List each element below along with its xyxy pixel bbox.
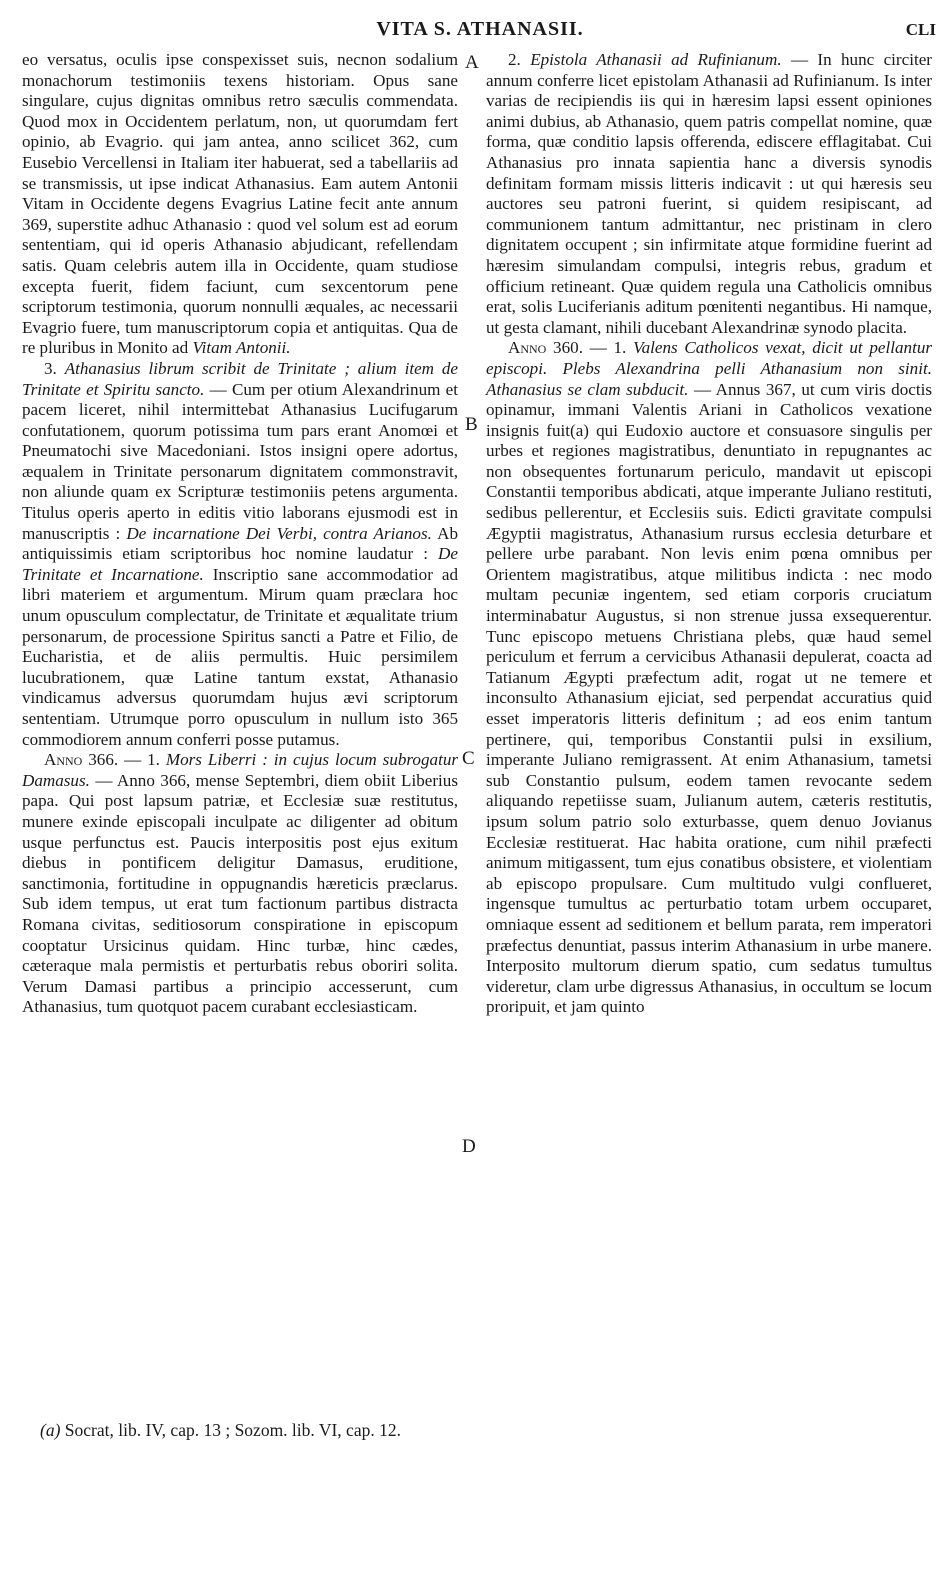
- running-header: [20, 18, 940, 44]
- section-title: Valens Catholicos vexat, dicit ut pellantur episcopi. Plebs Alexandrina pelli Athanasium non sinit. Athanasius se clam subducit.: [486, 338, 933, 399]
- italic-title: De incarnatione Dei Verbi, contra Arianos.: [126, 523, 432, 543]
- section-text: Ab antiquissimis etiam scriptoribus hoc nomine laudatur :: [22, 523, 458, 564]
- left-column: [22, 50, 458, 1018]
- section-number: 3.: [44, 358, 57, 378]
- section-anno-360: [486, 338, 932, 1018]
- section-number: — 1.: [589, 338, 627, 358]
- italic-reference: Vitam Antonii.: [192, 338, 291, 358]
- section-title: Mors Liberri : in cujus locum subrogatur Damasus.: [22, 750, 459, 790]
- section-2: [486, 50, 932, 338]
- paragraph-text: eo versatus, oculis ipse conspexisset suis, necnon sodalium monachorum testimoniis texens historiam. Opus sane singulare, cujus dignitas omnibus retro sæculis commendata. Quod mox in Occidentem perlatum, non, ut quorumdam fert opinio, ab Evagrio. qui jam antea, anno scilicet 362, cum Eusebio Vercellensi in Italiam iter habuerat, sed a tabellariis ad se transmissis, ut ipse indicat Athanasius. Eam autem Antonii Vitam in Occidente degens Evagrius Latine fecit ante annum 369, superstite adhuc Athanasio : quod vel solum est ad eorum sententiam, qui id operis Athanasio abjudicant, refellendam satis. Quam celebris autem illa in Occidente, quam studiose excepta fuerit, fidem faciunt, cum sexcentorum pene scriptorum testimonia, quorum nonnulli æquales, ac necessarii Evagrio fuere, tum manuscriptorum copia et antiquitas. Qua de re pluribus in Monito ad: [22, 50, 458, 358]
- margin-letter-a: A: [465, 52, 479, 73]
- footnote-marker: (a): [40, 1420, 61, 1440]
- section-text: Inscriptio sane accommodatior ad libri materiem et argumentum. Mirum quam præclara hoc unum opusculum complectatur, de Trinitate et æqualitate trium personarum, de processione Spiritus sancti a Patre et Filio, de Eucharistia, et de aliis permultis. Huic persimilem lucubrationem, quæ Latine tantum exstat, Athanasio vindicamus adversus quorumdam hujus ævi scriptorum sententiam. Utrumque porro opusculum in nullum isto 365 commodiorem annum conferri posse putamus.: [22, 564, 458, 749]
- footnote-reference: (a): [570, 420, 590, 440]
- section-number: 2.: [508, 50, 521, 69]
- folio-number: CLI: [905, 20, 936, 39]
- section-text: — Cum per otium Alexandrinum et pacem liceret, nihil intermittebat Athanasius Lucifugarum confutationem, quorum potissima tum pars erant Anomœi et Pneumatochi sive Macedoniani. Istos insigni opere adortus, æqualem in Trinitate personarum dignitatem commonstravit, non aliunde quam ex Scripturæ testimoniis petens argumenta. Titulus operis aperto in editis vitio laborans ejusmodi est in manuscriptis :: [22, 379, 459, 543]
- margin-letter-b: B: [465, 414, 478, 435]
- section-text: qui Eudoxio auctore et consuasore singulis per urbes et regiones magistratibus, denuntiato in repugnantes ac non obsequentes fortunarum periculo, mandavit ut episcopi Constantii temporibus abdicati, atque imperante Juliano restituti, sedibus pellerentur, et Ecclesiis suis. Edicti gravitate compulsi Ægyptii magistratus, Athanasium rursus ecclesia deturbare et pellere urbe parabant. Non levis enim pœna omnibus per Orientem magistratibus, atque militibus indicta : nec modo multam pecuniæ ingentem, sed etiam corporis cruciatum interminabatur Augustus, si non strenue jussa exsequerentur. Tunc episcopo metuens Christiana plebs, quæ haud semel periculum et ferrum a cervicibus Athanasii depulerat, coacta ad Tatianum Ægypti præfectum adit, rogat ut ne temere et inconsulto Athanasium ejiciat, sed perpendat accuratius quid esset imperatoris litteris definitum ; ad eos enim tantum pertinere, qui, temporibus Constantii pulsi in exsilium, imperante Juliano remigrassent. At enim Athanasium, tametsi sub Constantio pulsum, eodem tamen revocante sedem aliquando repetiisse suam, Julianum autem, cæteris restitutis, ipsum solum patrio solo exturbasse, quem denuo Jovianus Ecclesiæ restituerat. Hac habita oratione, cum nihil præfecti animum mitigassent, tum ejus conatibus obsistere, et violentiam ab episcopo propulsare. Cum multitudo vulgi conflueret, ingensque tumultus ac perturbatio totam urbem occuparet, omniaque essent ad seditionem et bellum parata, rem imperatori præfectus denuntiat, passus interim Athanasium in urbe manere. Interposito multorum dierum spatio, cum sedatus tumultus videretur, clam urbe digressus Athanasius, in occultum se locum proripuit, et jam quinto: [486, 420, 932, 1017]
- year-label: Anno 360.: [508, 338, 583, 358]
- paragraph-vita-antonii: [22, 50, 458, 359]
- footnote: [40, 1420, 401, 1441]
- section-title: Athanasius librum scribit de Trinitate ; alium item de Trinitate et Spiritu sancto.: [22, 358, 458, 399]
- section-title: Epistola Athanasii ad Rufinianum.: [530, 50, 782, 69]
- running-title: VITA S. ATHANASII.: [376, 18, 584, 40]
- section-number: — 1.: [124, 750, 160, 770]
- section-text: — Anno 366, mense Septembri, diem obiit Liberius papa. Qui post lapsum patriæ, et Ecclesiæ suæ restitutus, munere exinde episcopali inculpate ac diligenter ad obitum usque perfunctus est. Paucis interpositis post ejus exitum diebus in pontificem deligitur Damasus, eruditione, sanctimonia, fortitudine in oppugnandis hæreticis præclarus. Sub idem tempus, ut erat tum factionum partibus distracta Romana civitas, seditiosorum conspiratione in episcopum cooptatur Ursicinus quidam. Hinc turbæ, hinc cædes, cæteraque mala permistis et perturbatis rebus oboriri solita. Verum Damasi partibus a principio accesserunt, cum Athanasius, tum quotquot pacem curabant ecclesiasticam.: [22, 770, 458, 1017]
- section-anno-366: [22, 750, 458, 1018]
- section-3: [22, 359, 458, 750]
- margin-letter-d: D: [462, 1136, 476, 1157]
- italic-title: De Trinitate et Incarnatione.: [22, 544, 458, 584]
- right-column: [486, 50, 932, 1018]
- margin-letter-c: C: [462, 748, 475, 769]
- footnote-text: Socrat, lib. IV, cap. 13 ; Sozom. lib. VI, cap. 12.: [64, 1420, 401, 1440]
- year-label: Anno 366.: [44, 750, 119, 770]
- section-text: — In hunc circiter annum conferre licet epistolam Athanasii ad Rufinianum. Is inter varias de recipiendis iis qui in hæresim lapsi essent opiniones animi dubius, ab Athanasio, quem patris compellat nomine, quæ forma, quæ conditio lapsis offerenda, ediscere efflagitabat. Cui Athanasius pro innata sapientia hanc a diversis synodis definitam formam missis litteris indicavit : ut qui hæresis seu auctores seu patroni fuerint, si quidem resipiscant, ad communionem tantum admittantur, nec pristinam in clero dignitatem occupent ; sin infirmitate atque formidine fuerint ad hæresim simulandam compulsi, integris rebus, gradum et officium retineant. Quæ quidem regula una Catholicis omnibus erat, solis Luciferianis aditum pœnitenti negantibus. Hi namque, ut gesta clamant, nihili ducebant Alexandrinæ synodo placita.: [486, 50, 932, 337]
- section-text: — Annus 367, ut cum viris doctis opinamur, immani Valentis Ariani in Catholicos vexatione insignis fuit: [486, 379, 932, 440]
